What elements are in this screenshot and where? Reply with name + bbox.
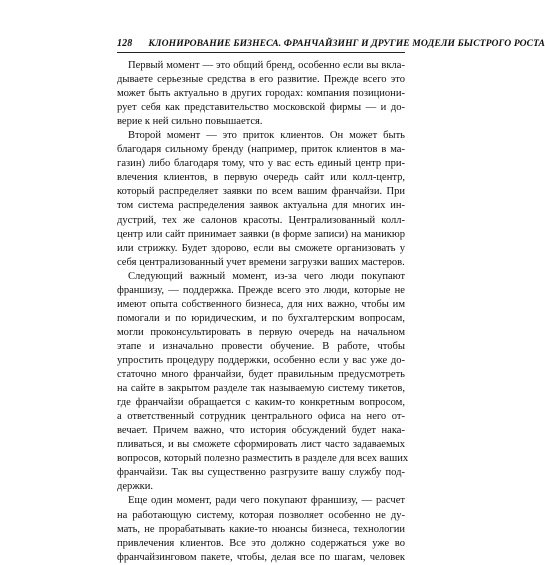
text-line: влечения клиентов, в первую очередь сайт или колл-центр, [117, 172, 405, 184]
text-line: Следующий важный момент, из-за чего люди покупают [128, 270, 405, 282]
text-line: привлечения клиентов. Все это должно содержаться уже во [117, 537, 405, 549]
text-line: имеют опыта собственного бизнеса, для них важно, чтобы им [117, 298, 405, 310]
running-head [117, 38, 545, 53]
text-line: статочно много франчайзи, будет правильным предусмотреть [117, 369, 405, 381]
text-line: могли проконсультировать в первую очередь на начальном [117, 326, 405, 338]
text-line: пливаться, и вы сможете сформировать лист часто задаваемых [117, 439, 405, 451]
text-line: себя централизованный учет времени загрузки ваших мастеров. [117, 256, 405, 268]
text-line: на сайте в закрытом разделе так называемую систему тикетов, [117, 383, 405, 395]
text-line: или стрижку. Будет здорово, если вы сможете организовать у [117, 242, 405, 254]
text-line: газин) либо благодаря тому, что у вас есть единый центр при- [117, 158, 405, 170]
text-line: благодаря сильному бренду (например, приток клиентов в ма- [117, 144, 405, 156]
text-line: франчайзи. Так вы существенно разгрузите вашу службу под- [117, 467, 405, 479]
text-line: Еще один момент, ради чего покупают франшизу, — расчет [128, 495, 405, 507]
text-line: Первый момент — это общий бренд, особенно если вы вкла- [128, 60, 405, 71]
text-line: дустрий, тех же салонов красоты. Централизованный колл- [117, 214, 405, 226]
text-line: где франчайзи обращается с каким-то конкретным вопросом, [117, 397, 405, 409]
text-line: держки. [117, 481, 154, 493]
text-line: помогали и по юридическим, и по бухгалтерским вопросам, [117, 312, 405, 324]
body-text [117, 59, 409, 565]
text-line: а ответственный сотрудник центрального офиса на него от- [117, 411, 405, 423]
text-line: франчайзинговом пакете, чтобы, делая все по шагам, человек [117, 551, 405, 563]
text-line: Второй момент — это приток клиентов. Он может быть [128, 130, 405, 142]
running-title: КЛОНИРОВАНИЕ БИЗНЕСА. ФРАНЧАЙЗИНГ И ДРУГИЕ МОДЕЛИ БЫСТРОГО РОСТА [148, 38, 545, 49]
text-line: вопросов, который полезно разместить в разделе для всех ваших [117, 453, 409, 465]
text-line: этапе и изначально провести обучение. В работе, чтобы [117, 340, 405, 352]
text-line: дываете серьезные средства в его развитие. Прежде всего это [117, 74, 405, 86]
text-line: может быть актуально в других городах: компания позициони- [117, 88, 405, 100]
text-line: на работающую систему, которая позволяет особенно не ду- [117, 509, 405, 521]
text-line: упростить процедуру поддержки, особенно если у вас уже до- [117, 354, 405, 366]
text-line: который распределяет заявки по всем вашим франчайзи. При [117, 186, 405, 198]
text-line: мать, не прорабатывать какие-то нюансы бизнеса, технологии [117, 523, 405, 535]
text-line: верие к ней сильно повышается. [117, 116, 263, 128]
page-number: 128 [117, 38, 133, 49]
text-line: франшизу, — поддержка. Прежде всего это люди, которые не [117, 284, 405, 296]
text-line: рует себя как представительство московской фирмы — и до- [117, 102, 405, 114]
text-line: вечает. Причем важно, что история обсуждений будет нака- [117, 425, 405, 437]
text-line: том система распределения заявок актуальна для многих ин- [117, 200, 405, 212]
text-line: центр или сайт принимает заявки (в форме записи) на маникюр [117, 228, 405, 240]
